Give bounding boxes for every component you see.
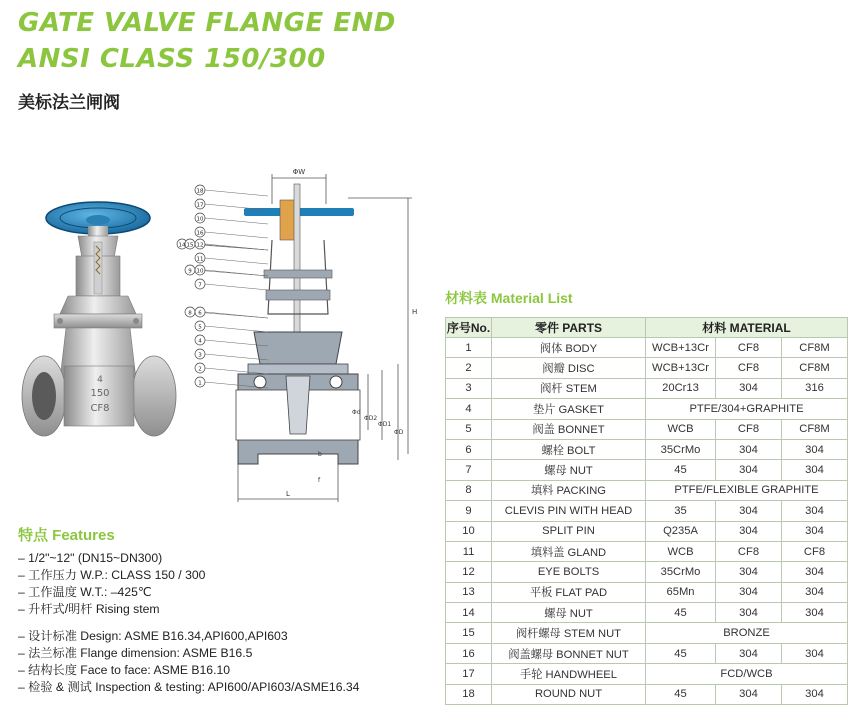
material-value: 45 xyxy=(646,460,716,480)
svg-text:15: 15 xyxy=(186,242,194,249)
callout-16 xyxy=(195,227,268,238)
svg-text:1: 1 xyxy=(198,380,202,387)
part-name: 螺栓 BOLT xyxy=(492,439,646,459)
material-value: CF8M xyxy=(782,338,848,358)
casting-mark-3: CF8 xyxy=(90,403,110,414)
material-value: WCB+13Cr xyxy=(646,358,716,378)
material-value: WCB xyxy=(646,541,716,561)
callout-18 xyxy=(195,185,268,196)
material-value: 304 xyxy=(782,582,848,602)
feature-item: – 1/2"~12" (DN15~DN300) xyxy=(18,551,163,565)
casting-mark-2: 150 xyxy=(90,388,110,399)
feature-item: – 工作压力 W.P.: CLASS 150 / 300 xyxy=(18,568,206,582)
material-value: CF8 xyxy=(716,541,782,561)
subtitle: 美标法兰闸阀 xyxy=(18,93,120,112)
dim-b: b xyxy=(318,451,322,458)
row-number: 9 xyxy=(446,501,492,521)
material-value: Q235A xyxy=(646,521,716,541)
row-number: 13 xyxy=(446,582,492,602)
svg-text:5: 5 xyxy=(198,324,202,331)
part-name: 垫片 GASKET xyxy=(492,399,646,419)
material-value: 35CrMo xyxy=(646,439,716,459)
material-value: 35 xyxy=(646,501,716,521)
dim-f: f xyxy=(318,477,321,484)
feature-item: – 法兰标准 Flange dimension: ASME B16.5 xyxy=(18,646,253,660)
svg-text:16: 16 xyxy=(196,230,204,237)
material-value: 304 xyxy=(716,684,782,704)
features-list xyxy=(18,550,359,696)
table-header-row xyxy=(446,318,848,338)
svg-text:2: 2 xyxy=(198,366,202,373)
part-name: 填料盖 GLAND xyxy=(492,541,646,561)
material-value: 304 xyxy=(716,378,782,398)
material-value: 304 xyxy=(716,439,782,459)
col-header-no: 序号No. xyxy=(446,318,492,338)
part-name: 阀盖螺母 BONNET NUT xyxy=(492,643,646,663)
part-name: 螺母 NUT xyxy=(492,460,646,480)
material-value: 304 xyxy=(782,684,848,704)
material-value: PTFE/FLEXIBLE GRAPHITE xyxy=(646,480,848,500)
material-value: WCB xyxy=(646,419,716,439)
feature-item: – 结构长度 Face to face: ASME B16.10 xyxy=(18,663,231,677)
material-value: 304 xyxy=(716,643,782,663)
part-name: ROUND NUT xyxy=(492,684,646,704)
svg-text:4: 4 xyxy=(198,338,202,345)
col-header-material: 材料 MATERIAL xyxy=(646,318,848,338)
material-value: 45 xyxy=(646,684,716,704)
part-name: 填料 PACKING xyxy=(492,480,646,500)
part-name: SPLIT PIN xyxy=(492,521,646,541)
row-number: 12 xyxy=(446,562,492,582)
material-value: CF8M xyxy=(782,358,848,378)
row-number: 15 xyxy=(446,623,492,643)
callout-7 xyxy=(195,279,268,290)
row-number: 16 xyxy=(446,643,492,663)
table-row xyxy=(446,399,848,419)
material-value: FCD/WCB xyxy=(646,664,848,684)
table-row xyxy=(446,439,848,459)
title-line-2: ANSI CLASS 150/300 xyxy=(18,44,326,74)
material-value: 304 xyxy=(716,521,782,541)
casting-mark-1: 4 xyxy=(97,375,103,385)
material-list-title: 材料表 Material List xyxy=(445,290,573,306)
material-value: 304 xyxy=(782,603,848,623)
table-row xyxy=(446,623,848,643)
svg-text:8: 8 xyxy=(188,310,192,317)
svg-text:14: 14 xyxy=(178,242,186,249)
material-value: WCB+13Cr xyxy=(646,338,716,358)
row-number: 1 xyxy=(446,338,492,358)
material-value: 304 xyxy=(782,562,848,582)
material-value: CF8 xyxy=(716,358,782,378)
material-value: 316 xyxy=(782,378,848,398)
callout-11 xyxy=(195,253,268,264)
svg-text:6: 6 xyxy=(198,310,202,317)
material-value: CF8M xyxy=(782,419,848,439)
part-name: 螺母 NUT xyxy=(492,603,646,623)
row-number: 14 xyxy=(446,603,492,623)
material-value: 304 xyxy=(782,439,848,459)
material-value: 65Mn xyxy=(646,582,716,602)
table-row xyxy=(446,419,848,439)
col-header-parts: 零件 PARTS xyxy=(492,318,646,338)
table-row xyxy=(446,603,848,623)
svg-text:17: 17 xyxy=(196,202,204,209)
svg-text:12: 12 xyxy=(196,242,204,249)
row-number: 7 xyxy=(446,460,492,480)
material-value: CF8 xyxy=(782,541,848,561)
title-line-1: GATE VALVE FLANGE END xyxy=(18,8,396,38)
table-row xyxy=(446,541,848,561)
material-value: 45 xyxy=(646,603,716,623)
table-row xyxy=(446,664,848,684)
part-name: 平板 FLAT PAD xyxy=(492,582,646,602)
table-row xyxy=(446,378,848,398)
part-name: EYE BOLTS xyxy=(492,562,646,582)
svg-text:10: 10 xyxy=(196,268,204,275)
part-name: 手轮 HANDWHEEL xyxy=(492,664,646,684)
callout-10 xyxy=(195,265,268,276)
material-value: 304 xyxy=(782,643,848,663)
svg-text:18: 18 xyxy=(196,188,204,195)
feature-item: – 工作温度 W.T.: –425℃ xyxy=(18,585,152,599)
table-row xyxy=(446,521,848,541)
material-value: 304 xyxy=(716,582,782,602)
row-number: 17 xyxy=(446,664,492,684)
table-row xyxy=(446,460,848,480)
material-value: 35CrMo xyxy=(646,562,716,582)
part-name: 阀瓣 DISC xyxy=(492,358,646,378)
material-value: CF8 xyxy=(716,338,782,358)
row-number: 3 xyxy=(446,378,492,398)
part-name: 阀杆 STEM xyxy=(492,378,646,398)
dim-dd: Φd xyxy=(352,409,361,416)
feature-spacer xyxy=(18,618,359,628)
svg-text:3: 3 xyxy=(198,352,202,359)
table-row xyxy=(446,582,848,602)
material-value: CF8 xyxy=(716,419,782,439)
features-title: 特点 Features xyxy=(18,527,115,544)
callout-6 xyxy=(195,307,268,318)
valve-photo xyxy=(20,196,180,466)
row-number: 6 xyxy=(446,439,492,459)
part-name: 阀杆螺母 STEM NUT xyxy=(492,623,646,643)
callout-5 xyxy=(195,321,268,332)
table-row xyxy=(446,358,848,378)
material-value: 304 xyxy=(782,460,848,480)
svg-text:11: 11 xyxy=(196,256,204,263)
table-row xyxy=(446,562,848,582)
dim-w: ΦW xyxy=(292,168,306,176)
svg-text:9: 9 xyxy=(188,268,192,275)
material-value: 304 xyxy=(716,501,782,521)
material-value: BRONZE xyxy=(646,623,848,643)
material-value: 20Cr13 xyxy=(646,378,716,398)
callout-12 xyxy=(195,239,268,250)
material-value: 304 xyxy=(716,460,782,480)
row-number: 2 xyxy=(446,358,492,378)
table-row xyxy=(446,480,848,500)
material-value: 304 xyxy=(782,521,848,541)
row-number: 5 xyxy=(446,419,492,439)
dim-l: L xyxy=(286,490,290,498)
row-number: 8 xyxy=(446,480,492,500)
sectional-drawing xyxy=(168,164,418,509)
dim-d: ΦD xyxy=(394,429,404,436)
dim-h: H xyxy=(412,308,418,316)
row-number: 11 xyxy=(446,541,492,561)
table-row xyxy=(446,501,848,521)
part-name: 阀体 BODY xyxy=(492,338,646,358)
material-value: 45 xyxy=(646,643,716,663)
material-value: 304 xyxy=(716,562,782,582)
table-row xyxy=(446,684,848,704)
table-row xyxy=(446,643,848,663)
material-table xyxy=(445,317,848,705)
row-number: 10 xyxy=(446,521,492,541)
row-number: 4 xyxy=(446,399,492,419)
material-value: 304 xyxy=(782,501,848,521)
svg-text:7: 7 xyxy=(198,282,202,289)
dim-d1: ΦD1 xyxy=(378,421,392,428)
feature-item: – 设计标准 Design: ASME B16.34,API600,API603 xyxy=(18,629,288,643)
table-row xyxy=(446,338,848,358)
feature-item: – 检验 & 测试 Inspection & testing: API600/API603/ASME16.34 xyxy=(18,680,360,694)
dim-d2: ΦD2 xyxy=(364,415,378,422)
svg-text:10: 10 xyxy=(196,216,204,223)
row-number: 18 xyxy=(446,684,492,704)
material-value: 304 xyxy=(716,603,782,623)
part-name: 阀盖 BONNET xyxy=(492,419,646,439)
material-value: PTFE/304+GRAPHITE xyxy=(646,399,848,419)
feature-item: – 升杆式/明杆 Rising stem xyxy=(18,602,160,616)
part-name: CLEVIS PIN WITH HEAD xyxy=(492,501,646,521)
